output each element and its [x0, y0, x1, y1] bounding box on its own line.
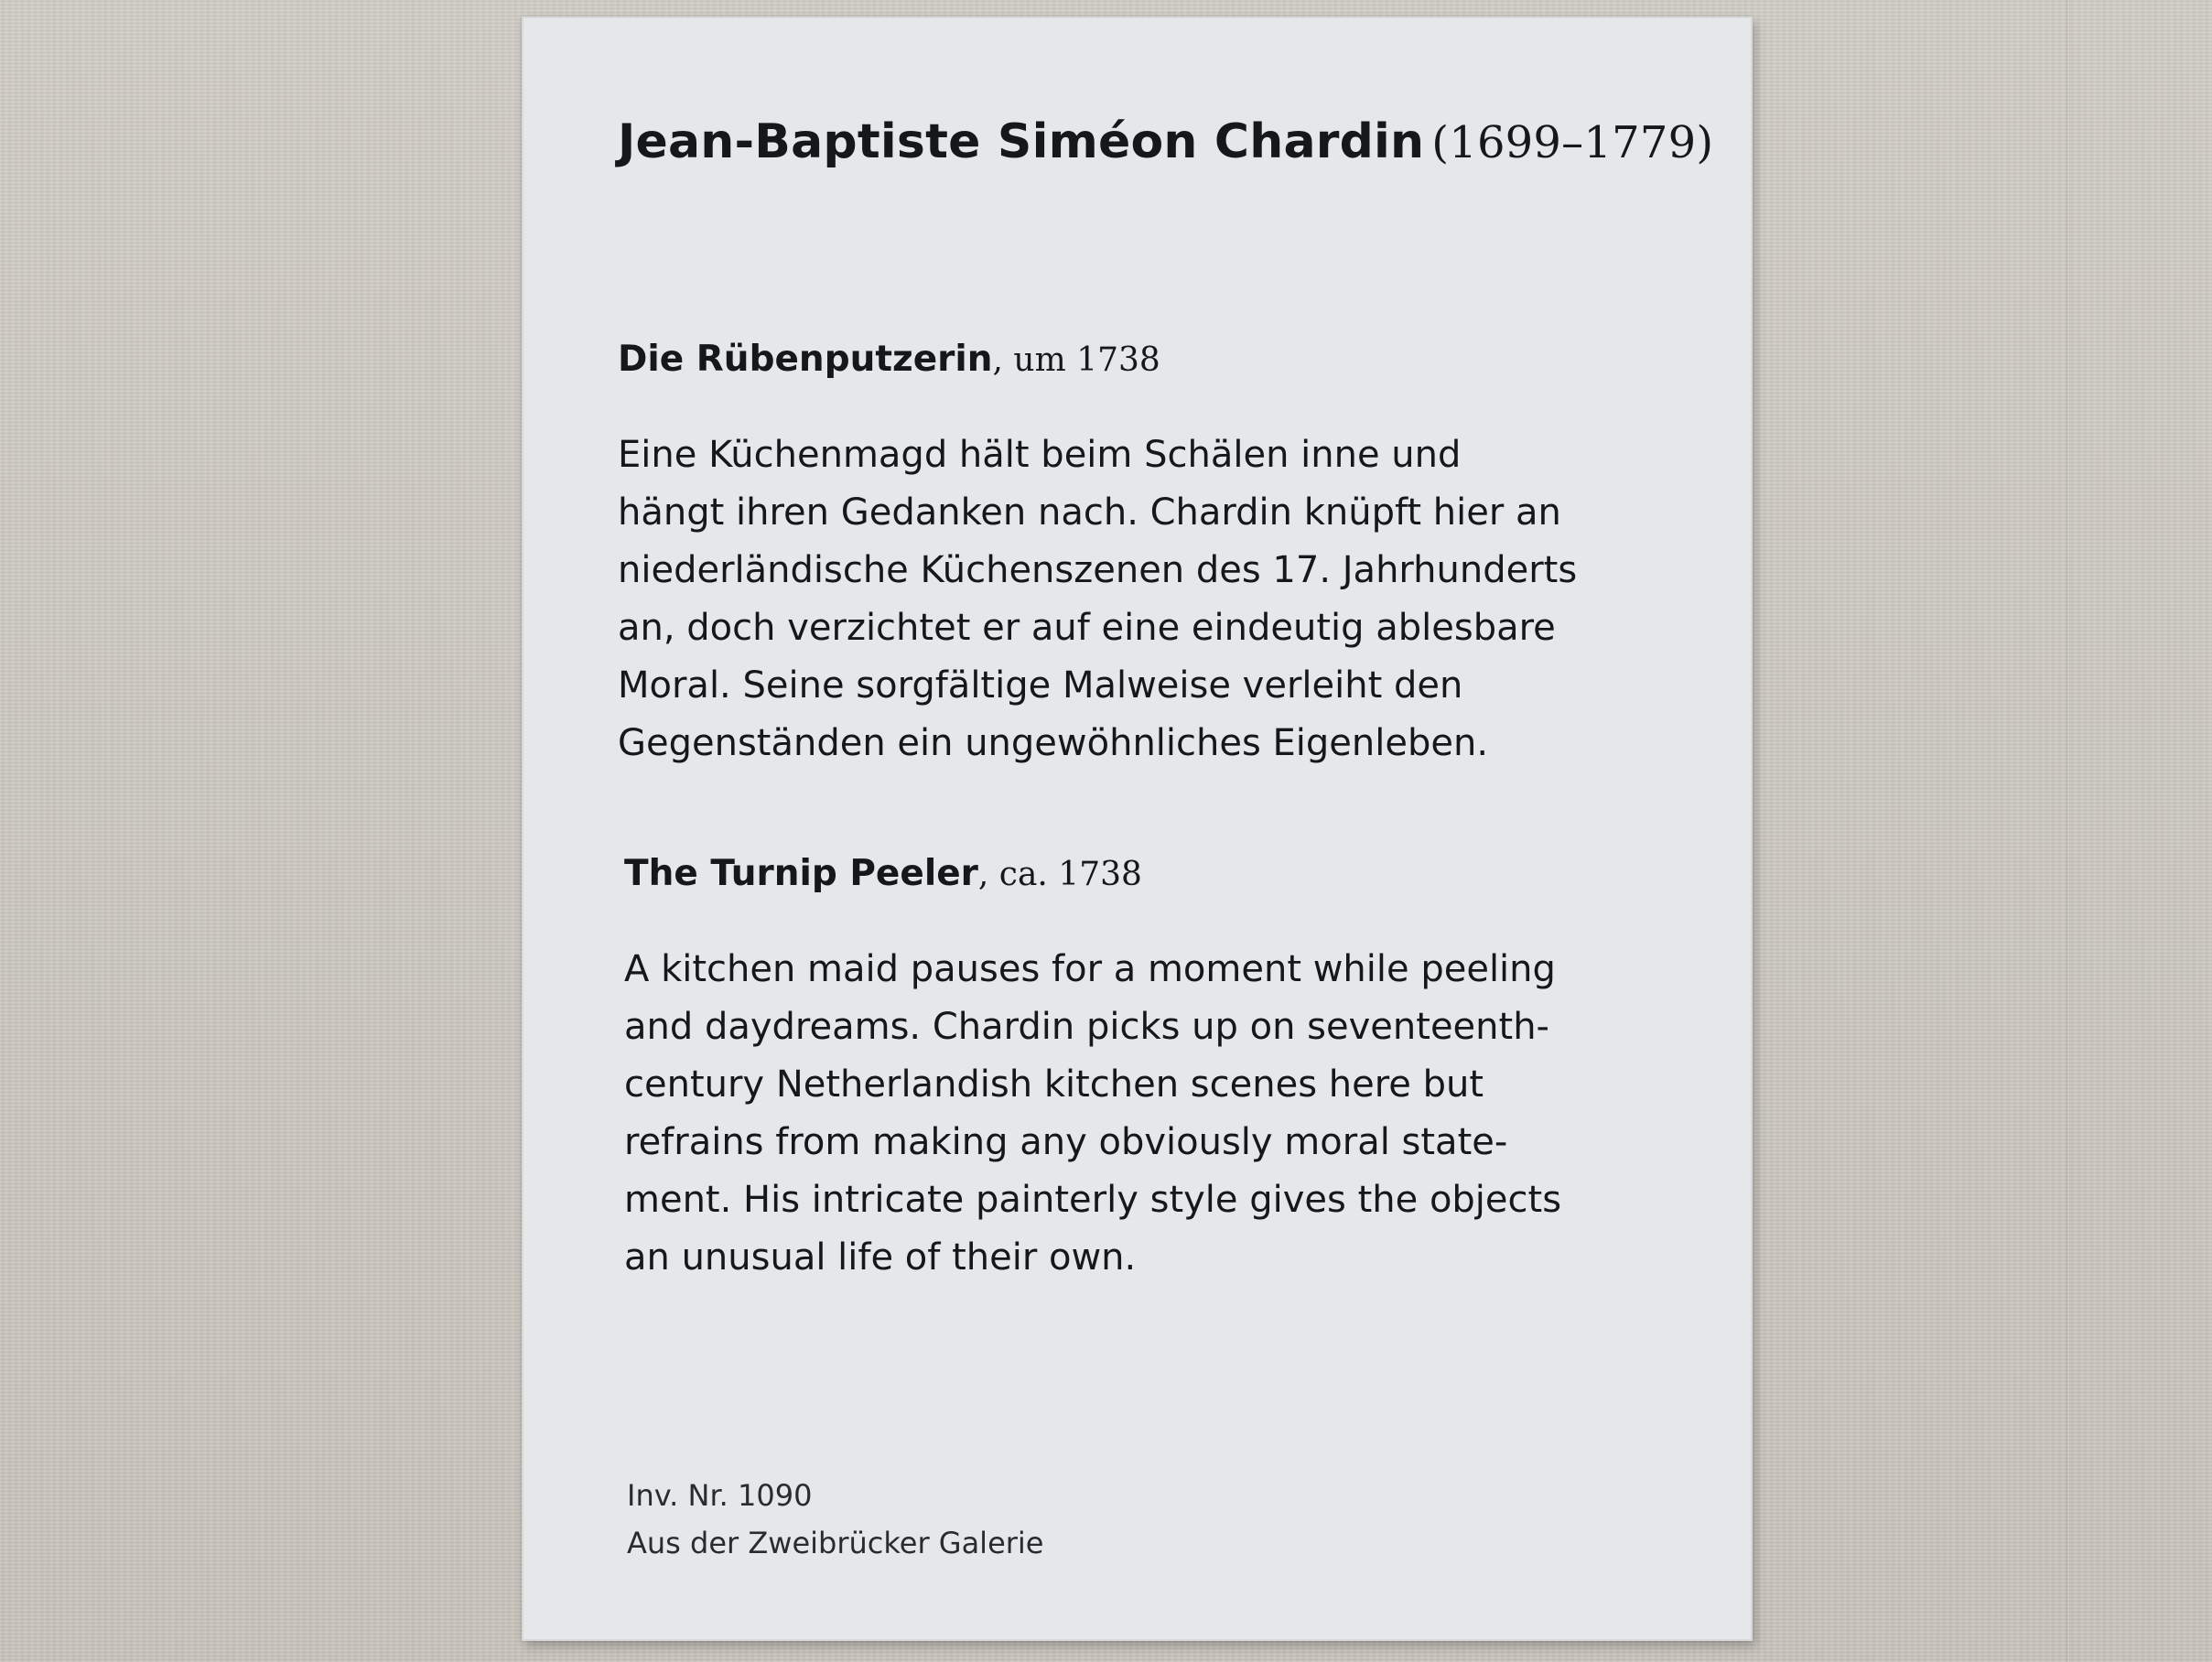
german-description	[618, 426, 1577, 772]
german-description-line: Moral. Seine sorgfältige Malweise verleiht den	[618, 664, 1463, 707]
german-work-title: Die Rübenputzerin	[618, 339, 993, 380]
artist-life-dates: (1699–1779)	[1431, 117, 1714, 168]
english-description-line: an unusual life of their own.	[624, 1236, 1137, 1279]
label-footer	[627, 1472, 1043, 1567]
english-description-line: A kitchen maid pauses for a moment while peeling	[624, 948, 1556, 990]
english-work-date: , ca. 1738	[977, 856, 1142, 893]
german-description-line: hängt ihren Gedanken nach. Chardin knüpft hier an	[618, 491, 1561, 534]
english-description	[624, 941, 1561, 1287]
english-description-line: ment. His intricate painterly style gives the objects	[624, 1179, 1562, 1221]
english-title-line	[624, 853, 1142, 894]
english-description-line: and daydreams. Chardin picks up on seventeenth-	[624, 1006, 1549, 1048]
english-description-line: refrains from making any obviously moral state-	[624, 1121, 1508, 1163]
artist-heading	[618, 114, 1713, 169]
german-description-line: an, doch verzichtet er auf eine eindeutig ablesbare	[618, 607, 1556, 649]
wall-fabric-seam	[2066, 0, 2070, 1662]
museum-label-card	[522, 16, 1753, 1641]
provenance-note: Aus der Zweibrücker Galerie	[627, 1526, 1044, 1560]
german-description-line: Gegenständen ein ungewöhnliches Eigenleben.	[618, 722, 1489, 764]
german-work-date: , um 1738	[992, 341, 1160, 379]
artist-name: Jean-Baptiste Siméon Chardin	[618, 114, 1425, 169]
german-description-line: niederländische Küchenszenen des 17. Jahrhunderts	[618, 549, 1578, 591]
english-description-line: century Netherlandish kitchen scenes here but	[624, 1063, 1484, 1106]
inventory-number: Inv. Nr. 1090	[627, 1478, 813, 1513]
english-work-title: The Turnip Peeler	[624, 853, 978, 894]
german-description-line: Eine Küchenmagd hält beim Schälen inne und	[618, 434, 1462, 476]
german-title-line	[618, 339, 1160, 380]
